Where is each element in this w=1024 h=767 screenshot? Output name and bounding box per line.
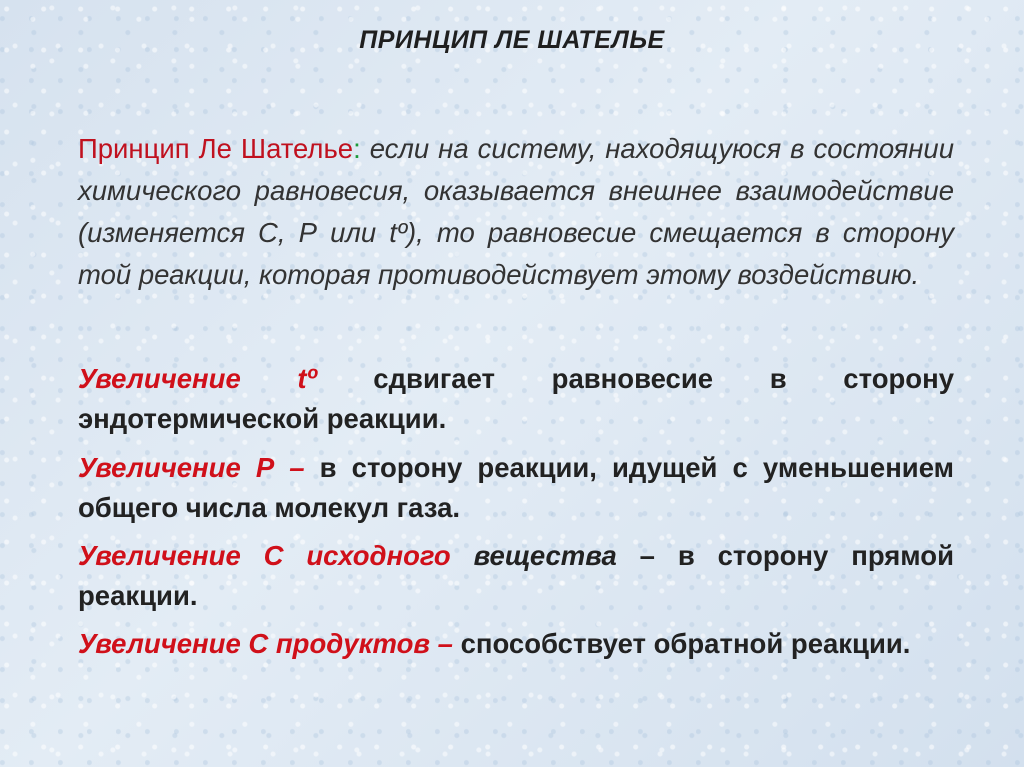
definition-text: если на систему, находящуюся в состоянии химического равновесия, оказывается внешнее взаимодействие (изменяется С, Р или tº), то равновесие смещается в сторону той реакции, которая противодействует этому воздействию.: [78, 133, 954, 290]
rule-lead: Увеличение С исходного: [78, 540, 451, 571]
definition-colon: :: [353, 133, 361, 164]
rule-reactant-concentration: [78, 536, 954, 616]
rule-text: в сторону реакции, идущей с уменьшением общего числа молекул газа.: [78, 452, 954, 523]
rule-pressure: [78, 448, 954, 528]
definition-term: Принцип Ле Шателье: [78, 133, 354, 164]
rule-lead: Увеличение Р –: [78, 452, 305, 483]
rule-text: способствует обратной реакции.: [452, 628, 911, 659]
rule-text: – в сторону прямой реакции.: [78, 540, 954, 611]
rule-lead: Увеличение С продуктов –: [78, 628, 453, 659]
rule-product-concentration: [78, 624, 954, 664]
rule-text: сдвигает равновесие в сторону эндотермической реакции.: [78, 363, 954, 434]
slide-title: ПРИНЦИП ЛЕ ШАТЕЛЬЕ: [359, 26, 665, 54]
rule-temperature: [78, 359, 954, 439]
rule-mid: вещества: [450, 540, 617, 571]
definition-paragraph: [78, 128, 954, 296]
rule-lead: Увеличение tº: [78, 363, 317, 394]
